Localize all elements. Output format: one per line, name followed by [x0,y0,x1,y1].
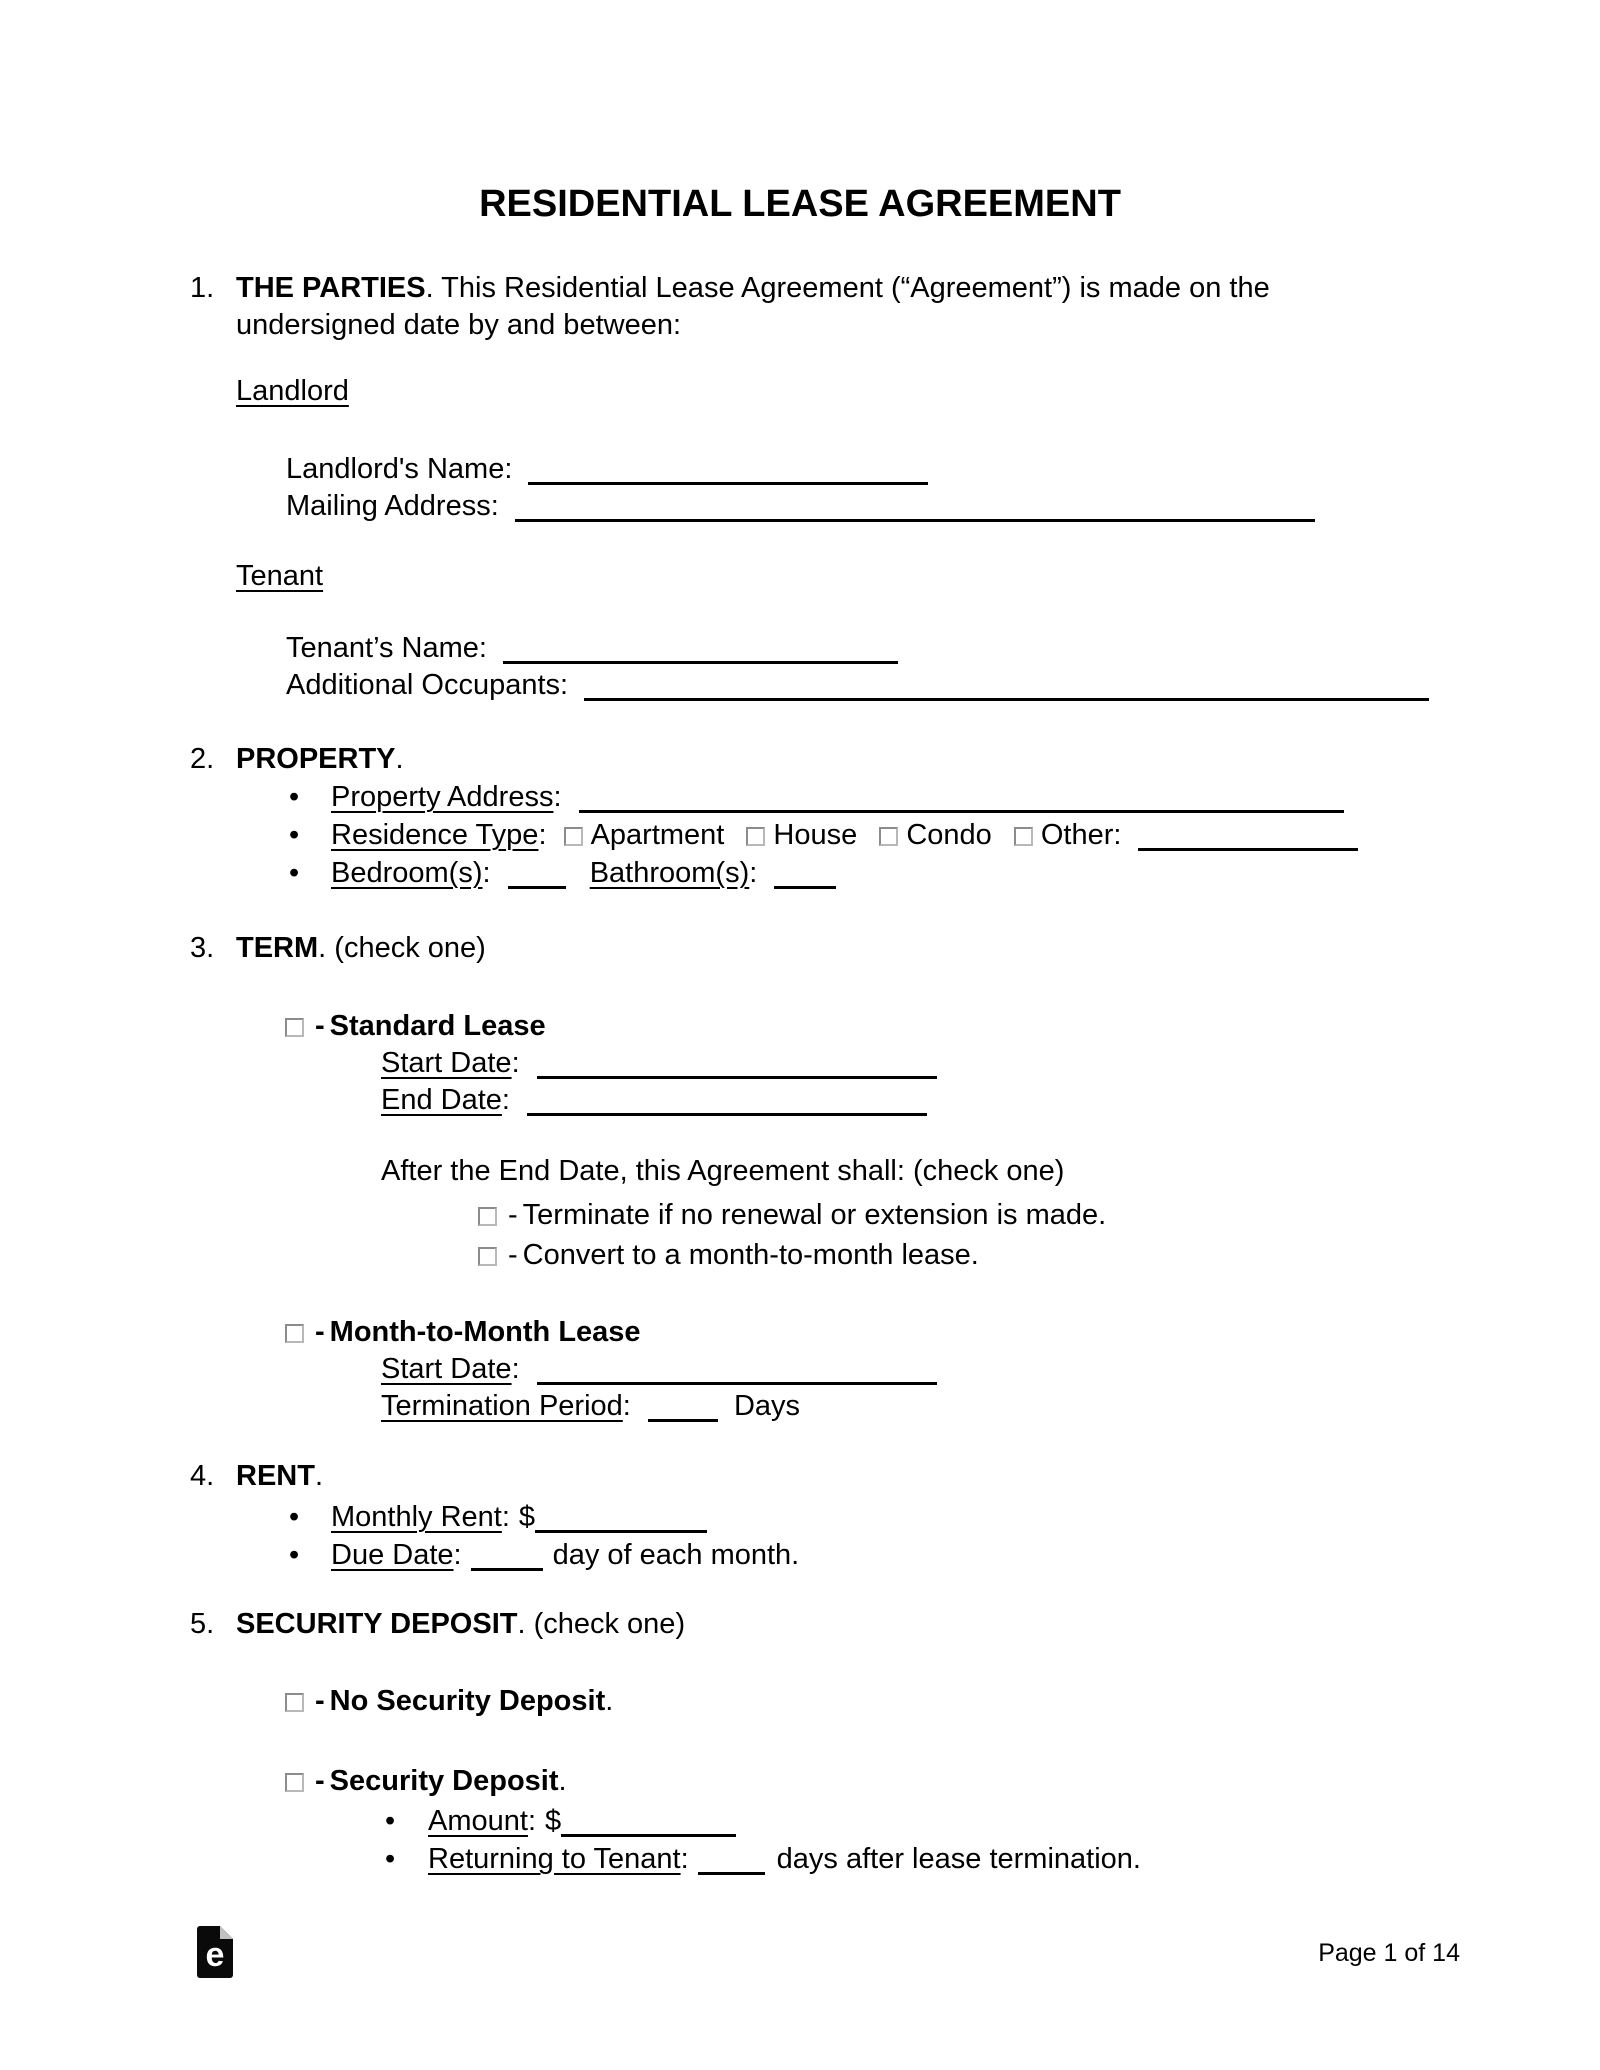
dash: - [315,1685,325,1717]
landlord-heading: Landlord [236,375,349,407]
other-blank[interactable] [1138,848,1358,851]
eforms-logo-icon [197,1926,233,1978]
no-security-deposit-row [285,1682,1600,1720]
colon: : [501,1084,510,1116]
dash: - [315,1010,325,1042]
section-property-period: . [395,743,404,775]
page-number: Page 1 of 14 [1318,1939,1460,1967]
security-deposit-row [285,1762,1600,1800]
termination-period-label: Termination Period [381,1390,623,1422]
section-parties-heading: THE PARTIES [236,272,426,304]
due-date-row [289,1536,1600,1574]
section-rent [190,1458,1600,1495]
section-property-number: 2. [190,743,215,775]
convert-option-row [478,1235,1600,1275]
section-rent-heading-row [236,1458,323,1495]
after-end-date-prompt: After the End Date, this Agreement shall: (check one) [381,1155,1065,1187]
house-checkbox[interactable] [746,827,765,846]
terminate-option-row [478,1195,1600,1235]
standard-end-date-label: End Date [381,1084,502,1116]
m2m-start-date-row [381,1351,1600,1388]
colon: : [538,819,547,851]
due-date-blank[interactable] [471,1568,543,1571]
section-parties-number: 1. [190,272,215,304]
property-address-label: Property Address [331,781,554,813]
monthly-rent-blank[interactable] [535,1530,707,1533]
section-property-heading-row [236,741,404,778]
colon: : [482,857,491,889]
tenant-name-row [286,630,1600,667]
month-to-month-label: Month-to-Month Lease [329,1316,641,1348]
section-rent-heading: RENT [236,1460,315,1492]
property-bullet-list [289,778,1600,892]
residence-option-other [1014,819,1358,851]
month-to-month-row [285,1313,1600,1351]
deposit-amount-row [385,1802,1600,1840]
no-security-deposit-label: No Security Deposit [329,1685,606,1717]
standard-start-date-row [381,1045,1600,1082]
section-parties [190,270,1600,344]
convert-checkbox[interactable] [478,1247,497,1266]
security-deposit-period: . [558,1765,567,1797]
apartment-label: Apartment [590,819,725,851]
property-address-blank[interactable] [579,810,1344,813]
condo-checkbox[interactable] [879,827,898,846]
page-title: RESIDENTIAL LEASE AGREEMENT [479,183,1121,225]
returning-to-tenant-label: Returning to Tenant [428,1843,681,1875]
m2m-start-date-blank[interactable] [537,1382,937,1385]
tenant-name-label: Tenant’s Name: [286,632,487,664]
bedrooms-bathrooms-row [289,854,1600,892]
tenant-name-blank[interactable] [503,661,898,664]
mailing-address-blank[interactable] [515,519,1315,522]
section-parties-paragraph [236,270,1412,344]
dash: - [508,1199,518,1231]
section-security-deposit-heading-row [236,1606,685,1643]
deposit-amount-label: Amount [428,1805,528,1837]
section-property [190,741,1600,778]
security-deposit-label: Security Deposit [329,1765,559,1797]
mailing-address-label: Mailing Address: [286,490,499,522]
monthly-rent-label: Monthly Rent [331,1501,502,1533]
dash: - [315,1765,325,1797]
section-term-suffix: . (check one) [318,932,486,964]
landlord-name-blank[interactable] [528,482,928,485]
tenant-heading: Tenant [236,560,324,592]
section-parties-body: . This Residential Lease Agreement (“Agreement”) is made on the undersigned date by and between: [236,272,1270,341]
month-to-month-checkbox[interactable] [285,1324,304,1343]
no-security-deposit-period: . [605,1685,614,1717]
colon: : [527,1805,537,1837]
logo-letter: e [205,1936,225,1974]
security-deposit-checkbox[interactable] [285,1773,304,1792]
currency-symbol: $ [545,1805,562,1837]
section-rent-number: 4. [190,1460,215,1492]
standard-start-date-blank[interactable] [537,1076,937,1079]
monthly-rent-row [289,1498,1600,1536]
rent-bullet-list [289,1498,1600,1574]
section-term-heading-row [236,930,486,967]
colon: : [511,1353,520,1385]
landlord-fields [286,451,1600,525]
returning-to-tenant-blank[interactable] [698,1872,765,1875]
bathrooms-label: Bathroom(s) [589,857,750,889]
due-date-label: Due Date [331,1539,454,1571]
standard-end-date-blank[interactable] [527,1113,927,1116]
property-address-row [289,778,1600,816]
currency-symbol: $ [518,1501,536,1533]
condo-label: Condo [906,819,992,851]
bedrooms-blank[interactable] [508,886,566,889]
additional-occupants-label: Additional Occupants: [286,669,569,701]
standard-lease-row [285,1007,1600,1045]
returning-suffix: days after lease termination. [776,1843,1141,1875]
section-security-deposit-heading: SECURITY DEPOSIT [236,1608,518,1640]
colon: : [501,1501,510,1533]
other-checkbox[interactable] [1014,827,1033,846]
terminate-checkbox[interactable] [478,1207,497,1226]
other-label: Other: [1040,819,1122,851]
mailing-address-row [286,488,1600,525]
terminate-option-label: Terminate if no renewal or extension is made. [522,1199,1107,1231]
bathrooms-blank[interactable] [774,886,836,889]
section-security-deposit-number: 5. [190,1608,215,1640]
residence-option-condo [879,819,991,851]
colon: : [680,1843,689,1875]
standard-end-date-row [381,1082,1600,1119]
section-rent-period: . [314,1460,324,1492]
section-term-heading: TERM [236,932,319,964]
landlord-name-label: Landlord's Name: [286,453,513,485]
landlord-name-row [286,451,1600,488]
returning-to-tenant-row [385,1840,1600,1878]
termination-period-row [381,1388,1600,1425]
convert-option-label: Convert to a month-to-month lease. [522,1239,979,1271]
m2m-start-date-label: Start Date [381,1353,512,1385]
standard-start-date-label: Start Date [381,1047,512,1079]
dash: - [508,1239,518,1271]
due-date-suffix: day of each month. [552,1539,800,1571]
bedrooms-label: Bedroom(s) [331,857,483,889]
house-label: House [773,819,858,851]
colon: : [453,1539,462,1571]
residence-option-house [746,819,857,851]
colon: : [553,781,562,813]
section-term-number: 3. [190,932,215,964]
standard-lease-checkbox[interactable] [285,1018,304,1037]
colon: : [749,857,758,889]
tenant-fields [286,630,1600,704]
section-security-deposit [190,1606,1600,1643]
colon: : [622,1390,631,1422]
section-property-heading: PROPERTY [236,743,396,775]
standard-lease-label: Standard Lease [329,1010,546,1042]
termination-period-blank[interactable] [648,1419,718,1422]
additional-occupants-row [286,667,1600,704]
colon: : [511,1047,520,1079]
additional-occupants-blank[interactable] [584,698,1429,701]
days-suffix: Days [733,1390,801,1422]
no-security-deposit-checkbox[interactable] [285,1693,304,1712]
residence-option-apartment [564,819,725,851]
section-security-deposit-suffix: . (check one) [517,1608,686,1640]
security-deposit-bullet-list [385,1802,1600,1878]
residence-type-row [289,816,1600,854]
residence-type-label: Residence Type [331,819,539,851]
apartment-checkbox[interactable] [564,827,583,846]
deposit-amount-blank[interactable] [561,1834,736,1837]
dash: - [315,1316,325,1348]
section-term [190,930,1600,967]
